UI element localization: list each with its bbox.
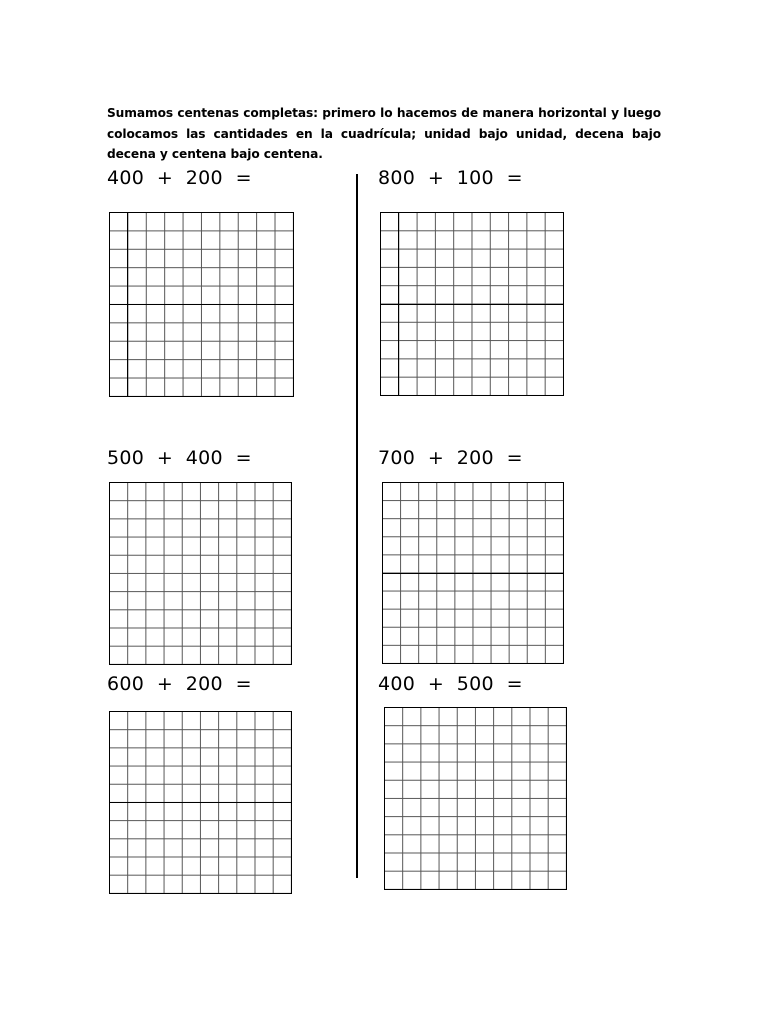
grid-guide-line-horizontal	[109, 802, 292, 803]
answer-grid-4[interactable]	[382, 482, 564, 664]
grid-guide-line-horizontal	[109, 304, 294, 305]
grid-guide-line-horizontal	[382, 573, 564, 574]
equation-2: 800 + 100 =	[378, 167, 523, 189]
equation-4: 700 + 200 =	[378, 447, 523, 469]
answer-grid-3[interactable]	[109, 482, 292, 665]
answer-grid-1[interactable]	[109, 212, 294, 397]
equation-3: 500 + 400 =	[107, 447, 252, 469]
equation-5: 600 + 200 =	[107, 673, 252, 695]
grid-guide-line-horizontal	[380, 304, 564, 305]
answer-grid-5[interactable]	[109, 711, 292, 894]
answer-grid-6[interactable]	[384, 707, 567, 890]
column-divider	[356, 174, 358, 878]
answer-grid-2[interactable]	[380, 212, 564, 396]
equation-1: 400 + 200 =	[107, 167, 252, 189]
instructions-text: Sumamos centenas completas: primero lo hacemos de manera horizontal y luego colocamos las cantidades en la cuadrícula; unidad bajo unidad, decena bajo decena y centena bajo centena.	[107, 106, 661, 162]
equation-6: 400 + 500 =	[378, 673, 523, 695]
